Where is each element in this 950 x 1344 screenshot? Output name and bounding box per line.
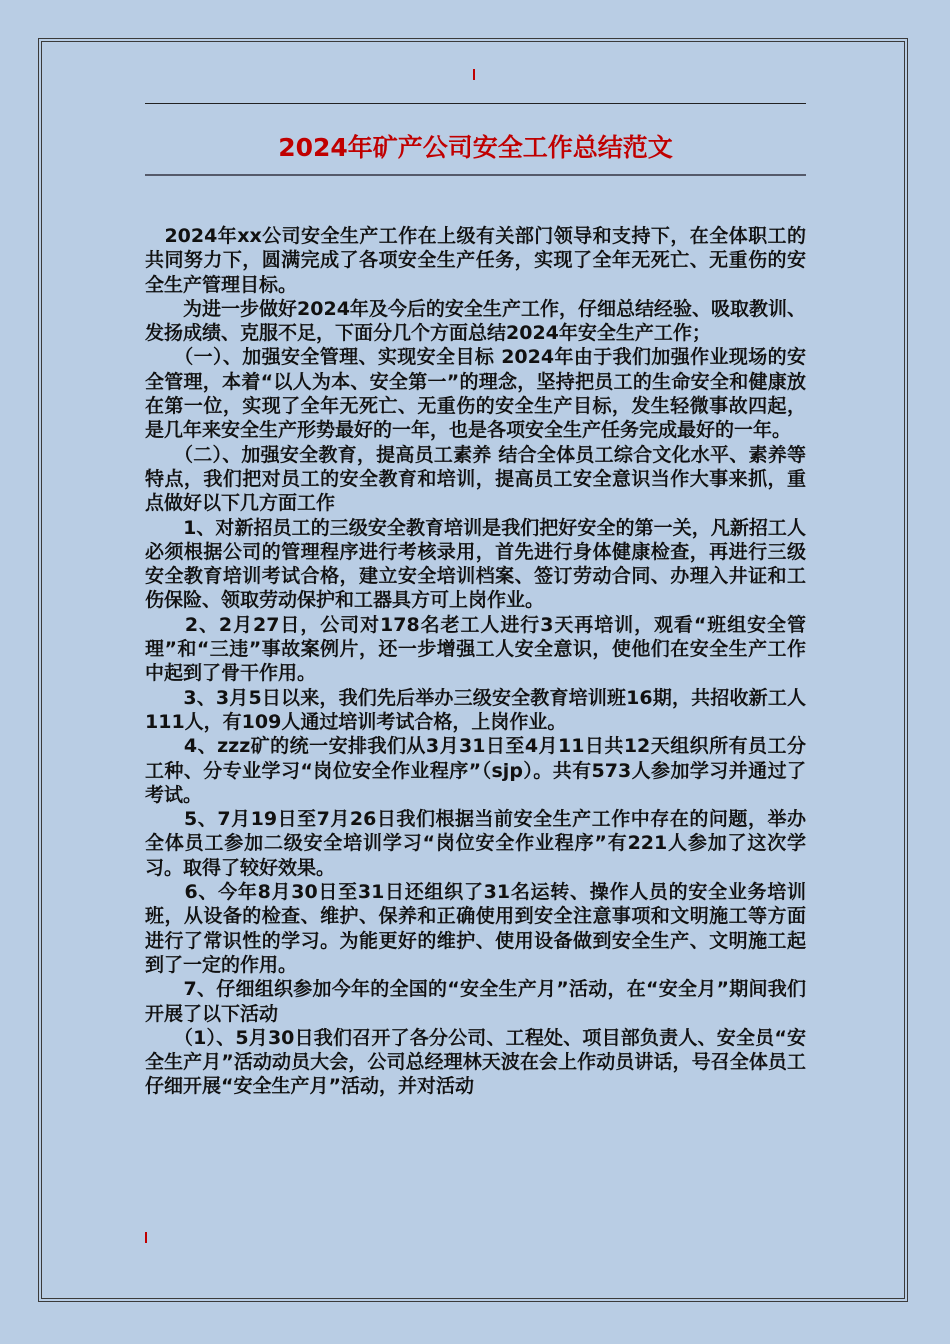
paragraph-3: （一）、加强安全管理、实现安全目标 2024年由于我们加强作业现场的安全管理，本着“以人为本、安全第一”的理念，坚持把员工的生命安全和健康放在第一位，实现了全年无死亡、无重伤的安全生产目标，发生轻微事故四起，是几年来安全生产形势最好的一年，也是各项安全生产任务完成最好的一年。 xyxy=(145,346,806,442)
document-title: 2024年矿产公司安全工作总结范文 xyxy=(278,133,673,162)
paragraph-4: （二）、加强安全教育，提高员工素养 结合全体员工综合文化水平、素养等特点，我们把对员工的安全教育和培训，提高员工安全意识当作大事来抓，重点做好以下几方面工作 xyxy=(145,443,806,515)
paragraph-6: 2、2月27日，公司对178名老工人进行3天再培训，观看“班组安全管理”和“三违”事故案例片，还一步增强工人安全意识，使他们在安全生产工作中起到了骨干作用。 xyxy=(145,613,806,685)
paragraph-5: 1、对新招员工的三级安全教育培训是我们把好安全的第一关，凡新招工人必须根据公司的管理程序进行考核录用，首先进行身体健康检查，再进行三级安全教育培训考试合格，建立安全培训档案、签订劳动合同、办理入井证和工伤保险、领取劳动保护和工器具方可上岗作业。 xyxy=(145,516,806,612)
header-rule xyxy=(145,103,806,104)
paragraph-11: 7、仔细组织参加今年的全国的“安全生产月”活动，在“安全月”期间我们开展了以下活动 xyxy=(145,978,806,1025)
title-rule xyxy=(145,174,806,176)
paragraph-9: 5、7月19日至7月26日我们根据当前安全生产工作中存在的问题，举办全体员工参加二级安全培训学习“岗位安全作业程序”有221人参加了这次学习。取得了较好效果。 xyxy=(145,808,806,879)
document-body xyxy=(145,224,806,1224)
paragraph-12: （1）、5月30日我们召开了各分公司、工程处、项目部负责人、安全员“安全生产月”活动动员大会，公司总经理林天波在会上作动员讲话，号召全体员工仔细开展“安全生产月”活动，并对活动 xyxy=(145,1026,806,1098)
paragraph-1: 2024年xx公司安全生产工作在上级有关部门领导和支持下，在全体职工的共同努力下，圆满完成了各项安全生产任务，实现了全年无死亡、无重伤的安全生产管理目标。 xyxy=(145,225,806,296)
paragraph-2: 为进一步做好2024年及今后的安全生产工作，仔细总结经验、吸取教训、发扬成绩、克服不足，下面分几个方面总结2024年安全生产工作； xyxy=(145,297,806,345)
paragraph-10: 6、今年8月30日至31日还组织了31名运转、操作人员的安全业务培训班，从设备的检查、维护、保养和正确使用到安全注意事项和文明施工等方面进行了常识性的学习。为能更好的维护、使用设备做到安全生产、文明施工起到了一定的作用。 xyxy=(145,881,806,976)
paragraph-7: 3、3月5日以来，我们先后举办三级安全教育培训班16期，共招收新工人111人，有109人通过培训考试合格，上岗作业。 xyxy=(145,686,806,733)
footer-cursor-mark xyxy=(145,1232,147,1243)
paragraph-8: 4、zzz矿的统一安排我们从3月31日至4月11日共12天组织所有员工分工种、分专业学习“岗位安全作业程序”（sjp）。共有573人参加学习并通过了考试。 xyxy=(145,735,806,806)
header-cursor-mark xyxy=(473,69,475,80)
